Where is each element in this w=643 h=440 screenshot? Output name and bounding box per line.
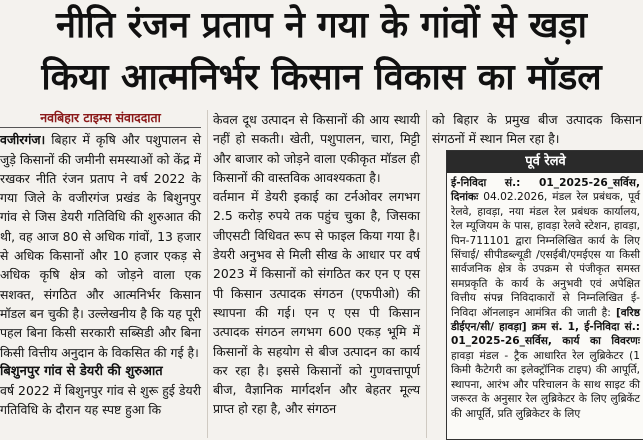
- notice-ref-2: [वरिष्ठ डीईएन/सी/ हावड़ा] क्रम सं. 1, ई-निविदा सं.: 01_2025-26_सर्विस, कार्य का विवरणः: [451, 306, 640, 348]
- notice-body: [447, 173, 643, 424]
- notice-ref-1: ई-निविदा सं.: 01_2025-26_सर्विस, दिनांकः: [451, 177, 640, 204]
- paragraph-4: वर्तमान में डेयरी इकाई का टर्नओवर लगभग 2.5 करोड़ रुपये तक पहुंच चुका है, जिसका जीएसटी विधिवत रूप से फाइल किया गया है। डेयरी अनुभव से मिली सीख के आधार पर वर्ष 2023 में किसानों को संगठित कर एन ए एस पी किसान उत्पादक संगठन (एफपीओ) की स्थापना की गई। एन ए एस पी किसान उत्पादक संगठन लगभग 600 एकड़ भूमि में किसानों के सहयोग से बीज उत्पादन का कार्य कर रहा है। इससे किसानों को गुणवत्तापूर्ण बीज, वैज्ञानिक मार्गदर्शन और बेहतर मूल्य प्राप्त हो रहा है, और संगठन: [213, 189, 420, 417]
- column-divider: [426, 110, 427, 438]
- article-column-3: [432, 110, 642, 149]
- paragraph-intro: [0, 130, 201, 362]
- subheading: बिशुनपुर गांव से डेयरी की शुरुआत: [0, 363, 163, 379]
- notice-title: पूर्व रेलवे: [447, 151, 643, 173]
- notice-text-2: हावड़ा मंडल - ट्रैक आधारित रेल लुब्रिकेटर (1 किमी कैटेगरी का इलेक्ट्रॉनिक टाइप) की आपूर्ति, स्थापना, आरंभ और परिचालन के साथ साइट की जरूरत के अनुसार रेल लुब्रिकेटर के लिए लुब्रिकेंट की आपूर्ति, प्रति लुब्रिकेटर के लिए: [451, 349, 640, 420]
- paragraph-3: केवल दूध उत्पादन से किसानों की आय स्थायी नहीं हो सकती। खेती, पशुपालन, चारा, मिट्टी और बाजार को जोड़ने वाला एकीकृत मॉडल ही किसानों की वास्तविक आवश्यकता है।: [213, 112, 420, 185]
- paragraph-2: वर्ष 2022 में बिशुनपुर गांव से शुरू हुई डेयरी गतिविधि के दौरान यह स्पष्ट हुआ कि: [0, 383, 201, 418]
- paragraph-intro-text: बिहार में कृषि और पशुपालन से जुड़े किसानों की जमीनी समस्याओं को केंद्र में रखकर नीति रंजन प्रताप ने वर्ष 2022 के गया जिले के वजीरगंज प्रखंड के बिशुनपुर गांव से जिस डेयरी गतिविधि की शुरुआत की थी, वह आज 80 से अधिक गांवों, 13 हजार से अधिक किसानों और 10 हजार एकड़ से अधिक कृषि क्षेत्र को जोड़ने वाला एक सशक्त, संगठित और आत्मनिर्भर किसान मॉडल बन चुकी है। उल्लेखनीय है कि यह पूरी पहल बिना किसी सरकारी सब्सिडी और बिना किसी वित्तीय अनुदान के विकसित की गई है।: [0, 132, 201, 360]
- paragraph-5: को बिहार के प्रमुख बीज उत्पादक किसान संगठनों में स्थान मिल रहा है।: [432, 112, 642, 147]
- byline: नवबिहार टाइम्स संवाददाता: [0, 108, 201, 128]
- headline-line-1: नीति रंजन प्रताप ने गया के गांवों से खड़ा: [55, 5, 587, 46]
- headline-line-2: किया आत्मनिर्भर किसान विकास का मॉडल: [41, 57, 602, 98]
- notice-text-1: 04.02.2026, मंडल रेल प्रबंधक, पूर्व रेलवे, हावड़ा, नया मंडल रेल प्रबंधक कार्यालय, रेल म्यूजियम के पास, हावड़ा रेलवे स्टेशन, हावड़ा, पिन-711101 द्वारा निम्नलिखित कार्य के लिए सिंचाई/ सीपीडब्ल्यूडी /एसईबी/एमईएस या किसी सार्वजनिक क्षेत्र के उपक्रम से पंजीकृत समस्त समप्रकृति के कार्य के अनुभवी एवं अपेक्षित वित्तीय संपन्न निविदाकारों से निम्नलिखित ई-निविदा ऑनलाइन आमंत्रित की जाती है:: [451, 191, 640, 319]
- column-divider: [207, 110, 208, 438]
- article-column-1: [0, 108, 201, 420]
- dateline: वजीरगंज।: [0, 132, 46, 148]
- railway-notice-box: [446, 150, 643, 440]
- article-column-2: [213, 110, 420, 419]
